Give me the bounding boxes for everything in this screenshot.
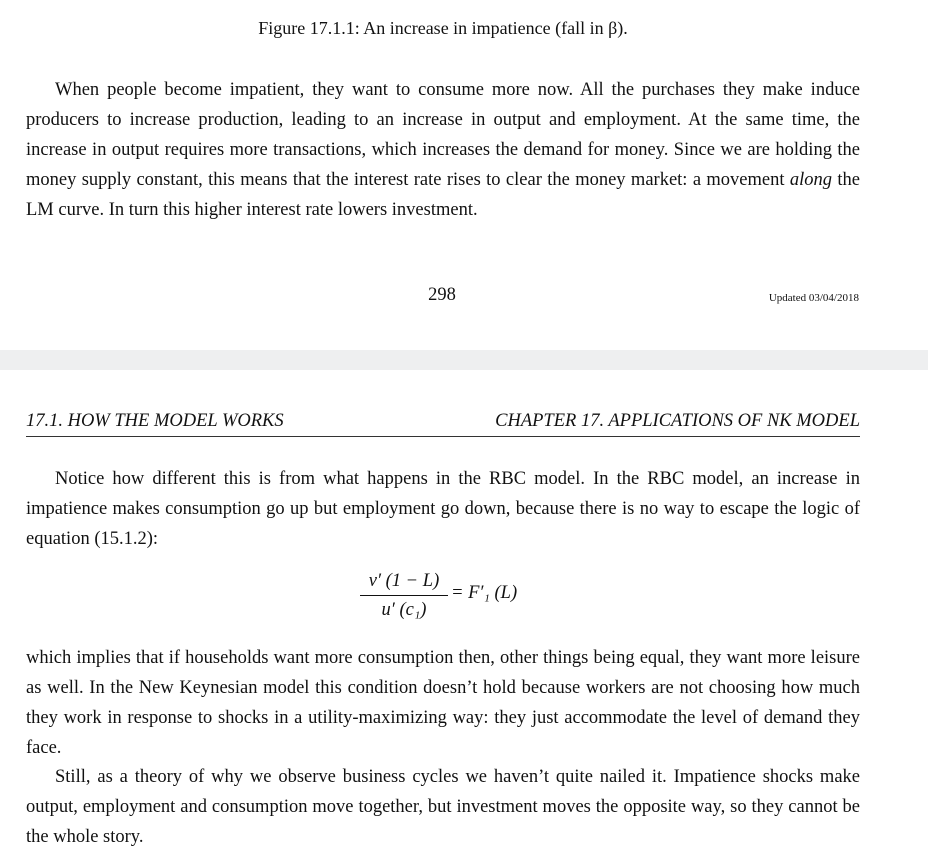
updated-date: Updated 03/04/2018 bbox=[768, 292, 859, 304]
emphasis-along: along bbox=[789, 170, 833, 190]
paragraph-impatience bbox=[26, 75, 860, 225]
page-bottom bbox=[0, 370, 928, 860]
paragraph-text-before-em: When people become impatient, they want to consume more now. All the purchases they make induce producers to increase production, leading to an increase in output and employment. At the same time, the increase in output requires more transactions, which increases the demand for money. Since we are holding the money supply constant, this means that the interest rate rises to clear the money market: a movement bbox=[26, 80, 860, 190]
equation-numerator: v′ (1 − L) bbox=[368, 571, 440, 591]
page-separator bbox=[0, 350, 928, 370]
equation-denominator: u′ (c₁) bbox=[381, 600, 427, 620]
running-header bbox=[26, 410, 860, 437]
equation-fraction bbox=[360, 568, 448, 623]
paragraph-text-after-em: the LM curve. In turn this higher interest rate lowers investment. bbox=[26, 170, 860, 220]
paragraph-rbc-comparison: Notice how different this is from what happens in the RBC model. In the RBC model, an increase in impatience makes consumption go up but employment go down, because there is no way to escape the logic of equation (15.1.2): bbox=[26, 469, 860, 549]
header-chapter: CHAPTER 17. APPLICATIONS OF NK MODEL bbox=[495, 411, 860, 431]
figure-caption: Figure 17.1.1: An increase in impatience (fall in β). bbox=[258, 18, 628, 38]
page-top bbox=[0, 0, 928, 350]
fraction-bar bbox=[360, 595, 448, 596]
equation-labor-leisure bbox=[0, 568, 928, 628]
paragraph-nk-condition: which implies that if households want more consumption then, other things being equal, they want more leisure as well. In the New Keynesian model this condition doesn’t hold because workers are not choosing how much they work in response to shocks in a utility-maximizing way: they just accommodate the level of demand they face. bbox=[26, 648, 860, 758]
page-number: 298 bbox=[428, 285, 456, 305]
paragraph-business-cycles: Still, as a theory of why we observe business cycles we haven’t quite nailed it. Impatience shocks make output, employment and consumption move together, but investment moves the opposite way, so they cannot be the whole story. bbox=[26, 767, 860, 847]
header-section: 17.1. HOW THE MODEL WORKS bbox=[26, 411, 284, 431]
equation-rhs: = F′₁ (L) bbox=[451, 583, 518, 603]
